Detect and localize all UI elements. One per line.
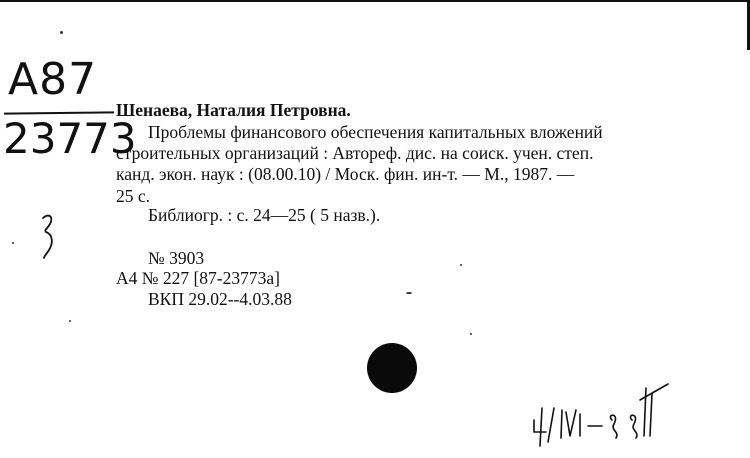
vkp-date-range: ВКП 29.02--4.03.88: [148, 289, 292, 309]
card-top-edge: [0, 0, 750, 2]
record-number: № 3903: [148, 248, 205, 268]
ink-speck: [12, 242, 14, 244]
punch-hole: [367, 343, 417, 393]
handwritten-margin-mark: [38, 210, 58, 260]
author-heading: Шенаева, Наталия Петровна.: [116, 100, 351, 120]
description-line: Проблемы финансового обеспечения капитальных вложений: [148, 122, 603, 142]
description-line: 25 с.: [116, 186, 151, 206]
a4-record-number: А4 № 227 [87-23773а]: [116, 268, 280, 288]
description-line: канд. экон. наук : (08.00.10) / Моск. фин. ин-т. — М., 1987. —: [116, 164, 575, 184]
handwritten-date-mark: [528, 380, 678, 450]
shelfmark-top: A87: [8, 54, 98, 105]
ink-speck: [470, 333, 472, 335]
ink-speck: [406, 292, 412, 294]
ink-speck: [460, 264, 462, 266]
description-line: строительных организаций : Автореф. дис. на соиск. учен. степ.: [116, 143, 594, 163]
ink-speck: [60, 31, 63, 34]
shelfmark-bottom: 23773: [3, 114, 137, 163]
bibliography-note: Библиогр. : с. 24—25 ( 5 назв.).: [148, 205, 381, 225]
ink-speck: [69, 320, 71, 322]
